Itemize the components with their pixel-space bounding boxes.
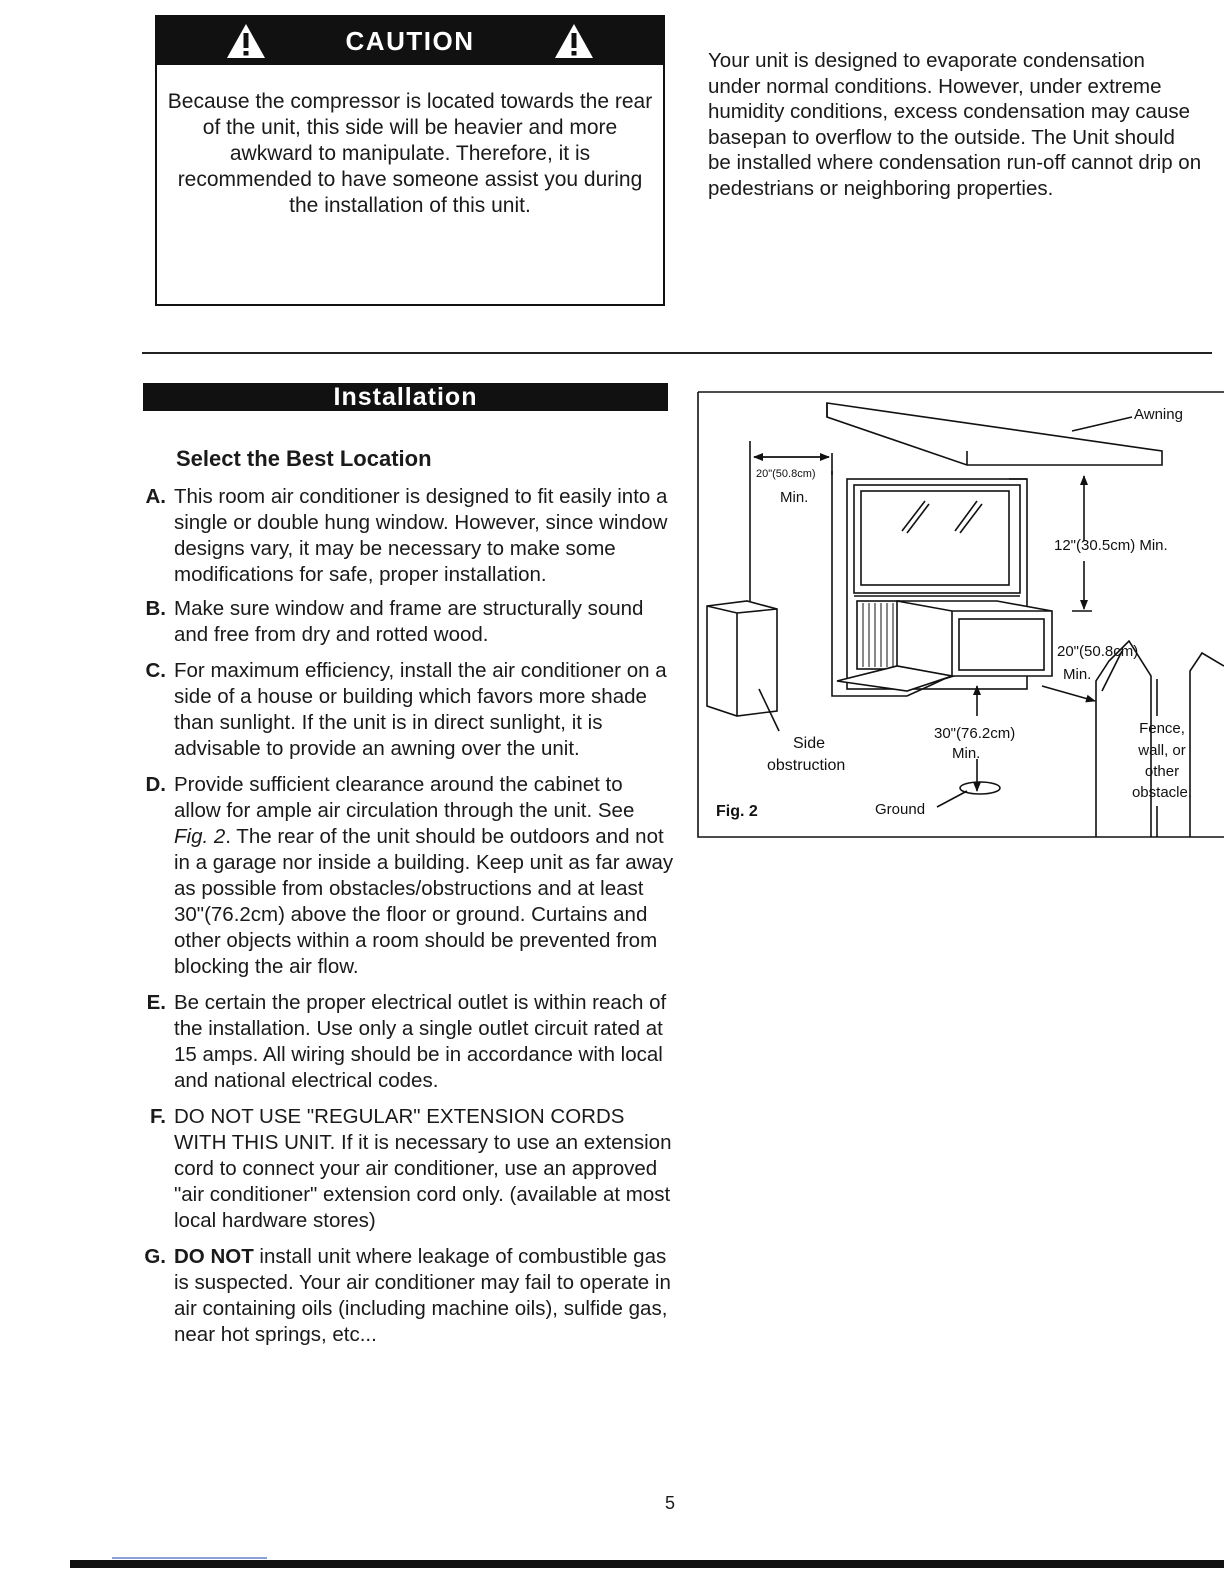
item-text	[174, 1244, 674, 1348]
fence-label: other	[1144, 763, 1180, 780]
caution-header	[157, 17, 663, 65]
item-letter: F.	[150, 1105, 166, 1128]
fence-clearance-min: Min.	[1063, 666, 1092, 683]
scan-edge-bar	[70, 1560, 1224, 1568]
fence-label: wall, or	[1138, 742, 1186, 759]
condensation-note: Your unit is designed to evaporate condensation under normal conditions. However, under extreme humidity conditions, excess condensation may cause basepan to overflow to the outside. The Unit should be installed where condensation run-off cannot drip on pedestrians or neighboring properties.	[708, 49, 1202, 200]
item-text: For maximum efficiency, install the air conditioner on a side of a house or building which favors more shade than sunlight. If the unit is in direct sunlight, it is advisable to provide an awning over the unit.	[174, 659, 667, 760]
item-text: Be certain the proper electrical outlet is within reach of the installation. Use only a single outlet circuit rated at 15 amps. All wiring should be in accordance with local and national electrical codes.	[174, 991, 667, 1092]
list-item	[134, 1104, 674, 1234]
list-item	[134, 658, 674, 762]
side-clearance-min: Min.	[780, 489, 809, 506]
figure-label: Fig. 2	[716, 803, 758, 820]
list-item	[134, 1244, 674, 1348]
side-clearance-label: 20"(50.8cm)	[756, 468, 816, 480]
height-clearance-min: Min.	[952, 745, 981, 762]
figure-2	[697, 391, 1224, 839]
list-item	[134, 596, 674, 648]
section-title: Installation	[143, 383, 668, 411]
fence-label: Fence,	[1139, 720, 1185, 737]
section-divider	[142, 352, 1212, 354]
side-obstruction-label: Side	[793, 735, 826, 752]
item-letter: C.	[145, 659, 166, 682]
page-number: 5	[664, 1493, 675, 1513]
item-letter: G.	[144, 1245, 166, 1268]
fence-label: obstacle.	[1131, 784, 1193, 801]
awning-label: Awning	[1134, 406, 1183, 423]
item-text: Make sure window and frame are structurally sound and free from dry and rotted wood.	[174, 597, 644, 646]
awning-shape	[827, 403, 1162, 465]
caution-box	[155, 15, 665, 306]
item-text: DO NOT USE "REGULAR" EXTENSION CORDS WITH THIS UNIT. If it is necessary to use an extension cord to connect your air conditioner, use an approved "air conditioner" extension cord only. (available at most local hardware stores)	[174, 1105, 672, 1232]
item-emphasis: DO NOT	[174, 1245, 254, 1268]
list-item	[134, 772, 674, 980]
figure-reference: Fig. 2	[174, 825, 226, 848]
fence-clearance-label: 20"(50.8cm)	[1057, 643, 1139, 660]
item-letter: A.	[145, 485, 166, 508]
item-text: This room air conditioner is designed to fit easily into a single or double hung window. However, since window designs vary, it may be necessary to make some modifications for safe, proper installation.	[174, 485, 668, 586]
side-obstruction-box	[707, 601, 777, 716]
scan-edge-line	[112, 1557, 267, 1559]
item-letter: D.	[145, 773, 166, 796]
side-obstruction-label: obstruction	[767, 757, 846, 774]
subheading: Select the Best Location	[176, 446, 432, 471]
warning-triangle-icon	[554, 23, 594, 59]
item-letter: B.	[145, 597, 166, 620]
warning-triangle-icon	[226, 23, 266, 59]
list-item	[134, 990, 674, 1094]
height-clearance-label: 30"(76.2cm)	[934, 725, 1016, 742]
item-letter: E.	[146, 991, 166, 1014]
ground-label: Ground	[875, 801, 926, 818]
item-text	[174, 772, 674, 980]
location-list	[134, 484, 674, 1358]
item-text-part: . The rear of the unit should be outdoors and not in a garage nor inside a building. Keep unit as far away as possible from obstacles/obstructions and at least 30"(76.2cm) above the floor or ground. Curtains and other objects within a room should be prevented from blocking the air flow.	[174, 825, 674, 978]
item-text-part: install unit where leakage of combustible gas is suspected. Your air conditioner may fail to operate in air containing oils (including machine oils), sulfide gas, near hot springs, etc...	[174, 1245, 671, 1346]
item-text-part: Provide sufficient clearance around the cabinet to allow for ample air circulation through the unit. See	[174, 773, 635, 822]
installation-clearance-diagram	[697, 391, 1224, 839]
caution-title: CAUTION	[345, 25, 475, 56]
fence-shape	[1096, 641, 1151, 837]
top-clearance-label: 12"(30.5cm) Min.	[1054, 537, 1168, 554]
air-conditioner-unit	[897, 601, 1052, 676]
list-item	[134, 484, 674, 588]
caution-text: Because the compressor is located towards the rear of the unit, this side will be heavier and more awkward to manipulate. Therefore, it is recommended to have someone assist you during the installation of this unit.	[167, 90, 653, 217]
